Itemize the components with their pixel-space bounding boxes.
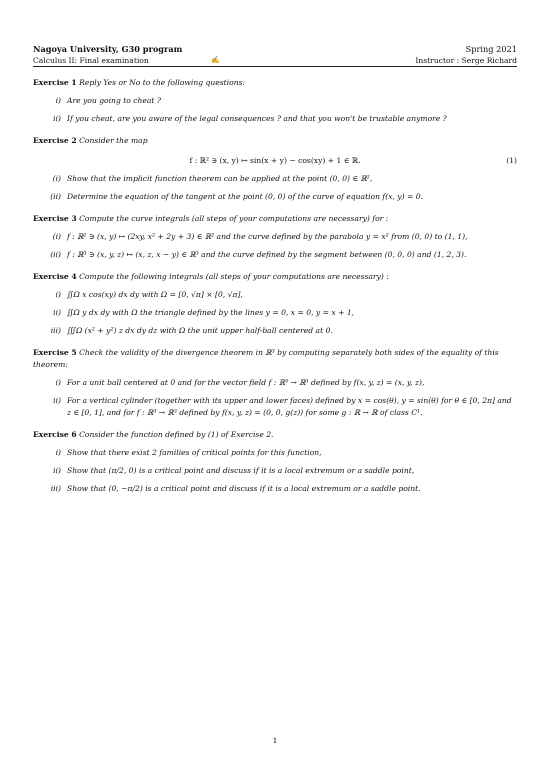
- exercise-4: [33, 271, 517, 337]
- question-item: [33, 395, 517, 419]
- question-label: ii): [53, 114, 61, 123]
- exercise-heading: [33, 271, 517, 283]
- instructor: Instructor : Serge Richard: [415, 56, 517, 65]
- question-label: ii): [53, 308, 61, 317]
- exercise-5: [33, 347, 517, 419]
- question-text: For a unit ball centered at 0 and for the vector field f : ℝ³ → ℝ³ defined by f(x, y, z) = (x, y, z),: [67, 378, 425, 387]
- exercise-prompt: Consider the map: [79, 136, 148, 145]
- question-text: Are you going to cheat ?: [67, 96, 161, 105]
- question-label: ii): [53, 396, 61, 405]
- question-list: [33, 95, 517, 125]
- exercise-prompt: Reply Yes or No to the following questions:: [79, 78, 246, 87]
- question-text: Determine the equation of the tangent at the point (0, 0) of the curve of equation f(x, y) = 0.: [67, 192, 423, 201]
- exercise-prompt: Consider the function defined by (1) of Exercise 2.: [79, 430, 274, 439]
- course-title: Calculus II: Final examination: [33, 56, 149, 65]
- exercise-prompt: Check the validity of the divergence theorem in ℝ³ by computing separately both sides of the equality of this theorem:: [33, 348, 499, 369]
- question-text: ∬Ω x cos(xy) dx dy with Ω = [0, √π] × [0, √π],: [67, 290, 243, 299]
- question-item: [33, 191, 517, 203]
- exercise-title: Exercise 5: [33, 348, 77, 357]
- exercise-title: Exercise 6: [33, 430, 77, 439]
- exercise-2: [33, 135, 517, 203]
- question-label: i): [55, 290, 61, 299]
- question-text: Show that (0, −π/2) is a critical point and discuss if it is a local extremum or a saddle point.: [67, 484, 421, 493]
- equation-number: (1): [506, 156, 517, 165]
- exercise-3: [33, 213, 517, 261]
- question-text: ∭Ω (x² + y²) z dx dy dz with Ω the unit upper half-ball centered at 0.: [67, 326, 333, 335]
- question-label: i): [55, 378, 61, 387]
- question-item: [33, 249, 517, 261]
- exercise-heading: [33, 429, 517, 441]
- exercise-title: Exercise 2: [33, 136, 77, 145]
- exercise-heading: [33, 77, 517, 89]
- question-item: [33, 95, 517, 107]
- question-list: [33, 447, 517, 495]
- question-label: iii): [50, 326, 61, 335]
- page-number: 1: [272, 736, 278, 745]
- question-text: f : ℝ² ∋ (x, y) ↦ (2xy, x² + 2y + 3) ∈ ℝ² and the curve defined by the parabola y = x² from (0, 0) to (1, 1),: [67, 232, 468, 241]
- university-title: Nagoya University, G30 program: [33, 44, 183, 54]
- question-label: (ii): [50, 250, 61, 259]
- question-label: (i): [52, 232, 61, 241]
- question-item: [33, 231, 517, 243]
- question-label: i): [55, 96, 61, 105]
- exercise-6: [33, 429, 517, 495]
- question-text: Show that (π/2, 0) is a critical point and discuss if it is a local extremum or a saddle point,: [67, 466, 415, 475]
- question-text: f : ℝ³ ∋ (x, y, z) ↦ (x, z, x − y) ∈ ℝ³ and the curve defined by the segment between (0, 0, 0) and (1, 2, 3).: [67, 250, 467, 259]
- question-item: [33, 447, 517, 459]
- question-list: [33, 377, 517, 419]
- exercise-title: Exercise 4: [33, 272, 77, 281]
- question-item: [33, 377, 517, 389]
- question-label: (i): [52, 174, 61, 183]
- question-label: (ii): [50, 192, 61, 201]
- question-text: For a vertical cylinder (together with its upper and lower faces) defined by x = cos(θ), y = sin(θ) for θ ∈ [0, 2π] and z ∈ [0, 1], and for f : ℝ³ → ℝ³ defined by f(x, y, z) = (0, 0, g(z)) for some g : ℝ → ℝ of class C¹.: [67, 396, 512, 417]
- exercise-prompt: Compute the following integrals (all steps of your computations are necessary) :: [79, 272, 389, 281]
- question-text: ∬Ω y dx dy with Ω the triangle defined by the lines y = 0, x = 0, y = x + 1,: [67, 308, 355, 317]
- question-text: Show that there exist 2 families of critical points for this function,: [67, 448, 322, 457]
- question-list: [33, 231, 517, 261]
- question-item: [33, 483, 517, 495]
- question-item: [33, 307, 517, 319]
- exercise-title: Exercise 1: [33, 78, 77, 87]
- question-item: [33, 173, 517, 185]
- question-text: Show that the implicit function theorem can be applied at the point (0, 0) ∈ ℝ²,: [67, 174, 373, 183]
- question-item: [33, 325, 517, 337]
- pencil-icon: ✍: [211, 56, 220, 64]
- question-item: [33, 289, 517, 301]
- display-equation: [33, 155, 517, 167]
- exercise-heading: [33, 347, 517, 371]
- exercise-prompt: Compute the curve integrals (all steps of your computations are necessary) for :: [79, 214, 389, 223]
- question-label: ii): [53, 466, 61, 475]
- question-label: iii): [50, 484, 61, 493]
- exam-page: [33, 44, 517, 495]
- question-list: [33, 289, 517, 337]
- question-text: If you cheat, are you aware of the legal consequences ? and that you won't be trustable anymore ?: [67, 114, 447, 123]
- question-item: [33, 113, 517, 125]
- header-top: [33, 44, 517, 54]
- exercise-heading: [33, 213, 517, 225]
- term: Spring 2021: [465, 44, 517, 54]
- header-sub: [33, 56, 517, 67]
- question-label: i): [55, 448, 61, 457]
- exercise-list: [33, 77, 517, 495]
- question-list: [33, 173, 517, 203]
- exercise-1: [33, 77, 517, 125]
- equation-text: f : ℝ² ∋ (x, y) ↦ sin(x + y) − cos(xy) + 1 ∈ ℝ.: [189, 156, 361, 165]
- exercise-heading: [33, 135, 517, 147]
- exercise-title: Exercise 3: [33, 214, 77, 223]
- question-item: [33, 465, 517, 477]
